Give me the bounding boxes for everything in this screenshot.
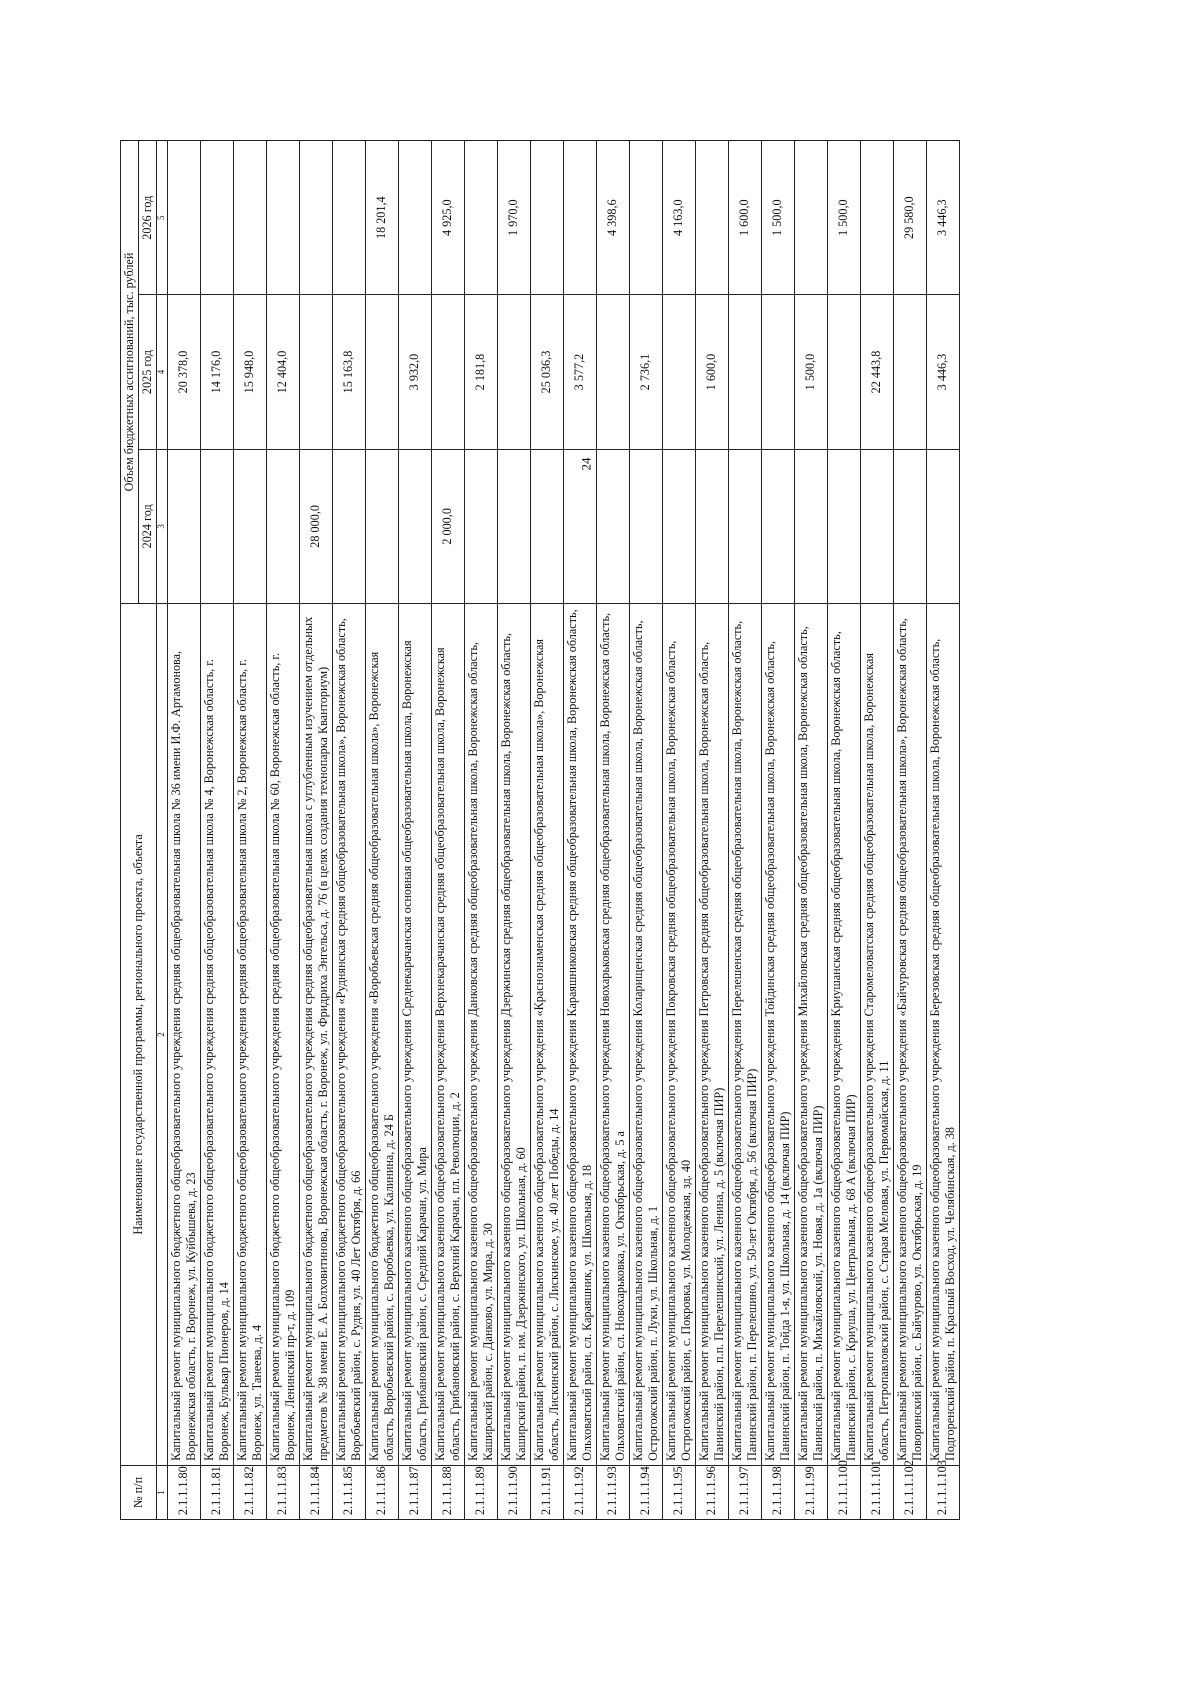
table-row — [662, 141, 695, 1520]
row-value-2026 — [398, 141, 431, 295]
row-value-2025 — [365, 295, 398, 449]
row-number: 2.1.1.1.99 — [794, 1465, 827, 1519]
table-row — [926, 141, 959, 1520]
table-row — [563, 141, 596, 1520]
table-row — [299, 141, 332, 1520]
row-value-2026 — [794, 141, 827, 295]
row-number: 2.1.1.1.83 — [266, 1465, 299, 1519]
row-number: 2.1.1.1.102 — [893, 1465, 926, 1519]
row-value-2025: 15 163,8 — [332, 295, 365, 449]
row-value-2025: 3 932,0 — [398, 295, 431, 449]
row-number: 2.1.1.1.81 — [200, 1465, 233, 1519]
row-value-2026 — [266, 141, 299, 295]
row-value-2026 — [860, 141, 893, 295]
row-object-name: Капитальный ремонт муниципального бюджетного общеобразовательного учреждения средняя общеобразовательная школа № 60, Воронежская область, г. Воронеж, Ленинский пр-т, д. 109 — [266, 604, 299, 1466]
row-value-2024: 2 000,0 — [431, 449, 464, 603]
row-value-2025: 20 378,0 — [167, 295, 200, 449]
row-value-2025 — [827, 295, 860, 449]
row-number: 2.1.1.1.98 — [761, 1465, 794, 1519]
row-value-2024: 28 000,0 — [299, 449, 332, 603]
row-number: 2.1.1.1.86 — [365, 1465, 398, 1519]
table-row — [761, 141, 794, 1520]
table-row — [629, 141, 662, 1520]
row-value-2026 — [629, 141, 662, 295]
row-number: 2.1.1.1.95 — [662, 1465, 695, 1519]
table-row — [233, 141, 266, 1520]
row-object-name: Капитальный ремонт муниципального казенного общеобразовательного учреждения Караяшниковская средняя общеобразовательная школа, Воронежская область, Ольховатский район, сл. Караяшник, ул. Школьная, д. 18 — [563, 604, 596, 1466]
row-number: 2.1.1.1.89 — [464, 1465, 497, 1519]
table-row — [695, 141, 728, 1520]
row-value-2026 — [563, 141, 596, 295]
row-value-2026: 4 925,0 — [431, 141, 464, 295]
row-object-name: Капитальный ремонт муниципального казенного общеобразовательного учреждения Покровская средняя общеобразовательная школа, Воронежская область, Острогожский район, с. Покровка, ул. Молодежная, зд. 40 — [662, 604, 695, 1466]
table-row — [398, 141, 431, 1520]
row-value-2025: 3 446,3 — [926, 295, 959, 449]
row-value-2026: 4 163,0 — [662, 141, 695, 295]
row-value-2024 — [629, 449, 662, 603]
row-value-2024 — [365, 449, 398, 603]
row-value-2025: 1 600,0 — [695, 295, 728, 449]
row-value-2024 — [728, 449, 761, 603]
row-object-name: Капитальный ремонт муниципального казенного общеобразовательного учреждения Тойдинская средняя общеобразовательная школа, Воронежская область, Панинский район, п. Тойда 1-я, ул. Школьная, д. 14 (включая ПИР) — [761, 604, 794, 1466]
row-value-2026 — [695, 141, 728, 295]
row-value-2026: 29 580,0 — [893, 141, 926, 295]
row-object-name: Капитальный ремонт муниципального казенного общеобразовательного учреждения Верхнекарачанская средняя общеобразовательная школа, Воронежская область, Грибановский район, с. Верхний Карачан, пл. Революции, д. 2 — [431, 604, 464, 1466]
row-number: 2.1.1.1.97 — [728, 1465, 761, 1519]
row-value-2024 — [860, 449, 893, 603]
row-value-2024 — [827, 449, 860, 603]
row-object-name: Капитальный ремонт муниципального казенного общеобразовательного учреждения «Байчуровская средняя общеобразовательная школа», Воронежская область, Поворинский район, с. Байчурово, ул. Октябрьская, д. 19 — [893, 604, 926, 1466]
row-value-2025: 15 948,0 — [233, 295, 266, 449]
row-number: 2.1.1.1.103 — [926, 1465, 959, 1519]
row-value-2024 — [167, 449, 200, 603]
row-object-name: Капитальный ремонт муниципального казенного общеобразовательного учреждения Березовская средняя общеобразовательная школа, Воронежская область, Подгоренский район, п. Красный Восход, ул. Челябинская, д. 38 — [926, 604, 959, 1466]
row-value-2025: 2 181,8 — [464, 295, 497, 449]
row-number: 2.1.1.1.100 — [827, 1465, 860, 1519]
row-value-2026 — [332, 141, 365, 295]
header-year-2025: 2025 год — [138, 295, 156, 449]
table-row — [827, 141, 860, 1520]
row-value-2024 — [794, 449, 827, 603]
row-value-2025: 2 736,1 — [629, 295, 662, 449]
table-row — [893, 141, 926, 1520]
row-value-2026: 18 201,4 — [365, 141, 398, 295]
table-row — [728, 141, 761, 1520]
row-value-2025 — [728, 295, 761, 449]
row-value-2024 — [695, 449, 728, 603]
header-index: 1 — [156, 1465, 167, 1519]
row-object-name: Капитальный ремонт муниципального казенного общеобразовательного учреждения Новохарьковская средняя общеобразовательная школа, Воронежская область, Ольховатский район, сл. Новохарьковка, ул. Октябрьская, д. 5 а — [596, 604, 629, 1466]
row-object-name: Капитальный ремонт муниципального казенного общеобразовательного учреждения Дзержинская средняя общеобразовательная школа, Воронежская область, Каширский район, п. им. Дзержинского, ул. Школьная, д. 60 — [497, 604, 530, 1466]
row-object-name: Капитальный ремонт муниципального казенного общеобразовательного учреждения Старомеловатская средняя общеобразовательная школа, Воронежская область, Петропавловский район, с. Старая Меловая, ул. Первомайская, д. 11 — [860, 604, 893, 1466]
header-index: 2 — [156, 604, 167, 1466]
row-value-2024 — [893, 449, 926, 603]
row-number: 2.1.1.1.85 — [332, 1465, 365, 1519]
row-object-name: Капитальный ремонт муниципального казенного общеобразовательного учреждения Перелешенская средняя общеобразовательная школа, Воронежская область, Панинский район, п. Перелешино, ул. 50-лет Октября, д. 56 (включая ПИР) — [728, 604, 761, 1466]
row-value-2026: 1 600,0 — [728, 141, 761, 295]
row-number: 2.1.1.1.91 — [530, 1465, 563, 1519]
row-object-name: Капитальный ремонт муниципального бюджетного общеобразовательного учреждения «Воробьевская средняя общеобразовательная школа», Воронежская область, Воробьевский район, с. Воробьевка, ул. Калинина, д. 24 Б — [365, 604, 398, 1466]
row-object-name: Капитальный ремонт муниципального казенного общеобразовательного учреждения Михайловская средняя общеобразовательная школа, Воронежская область, Панинский район, п. Михайловский, ул. Новая, д. 1а (включая ПИР) — [794, 604, 827, 1466]
row-value-2024 — [233, 449, 266, 603]
row-number: 2.1.1.1.93 — [596, 1465, 629, 1519]
row-value-2025 — [431, 295, 464, 449]
table-row — [464, 141, 497, 1520]
header-name: Наименование государственной программы, регионального проекта, объекта — [121, 604, 157, 1466]
row-value-2026 — [464, 141, 497, 295]
table-row — [200, 141, 233, 1520]
row-value-2026 — [200, 141, 233, 295]
table-row — [860, 141, 893, 1520]
row-number: 2.1.1.1.88 — [431, 1465, 464, 1519]
row-value-2026 — [299, 141, 332, 295]
row-value-2025: 1 500,0 — [794, 295, 827, 449]
row-object-name: Капитальный ремонт муниципального бюджетного общеобразовательного учреждения средняя общеобразовательная школа № 2, Воронежская область, г. Воронеж, ул. Танеева, д. 4 — [233, 604, 266, 1466]
row-number: 2.1.1.1.101 — [860, 1465, 893, 1519]
table-row — [365, 141, 398, 1520]
rotated-page-content — [120, 140, 1050, 1520]
row-value-2025: 25 036,3 — [530, 295, 563, 449]
row-object-name: Капитальный ремонт муниципального казенного общеобразовательного учреждения Среднекарачанская основная общеобразовательная школа, Воронежская область, Грибановский район, с. Средний Карачан, ул. Мира — [398, 604, 431, 1466]
header-budget: Объем бюджетных ассигнований, тыс. рублей — [121, 141, 139, 604]
row-value-2024 — [266, 449, 299, 603]
row-value-2024 — [332, 449, 365, 603]
row-value-2024 — [662, 449, 695, 603]
row-value-2024 — [398, 449, 431, 603]
table-row — [596, 141, 629, 1520]
row-value-2024 — [497, 449, 530, 603]
header-index: 5 — [156, 141, 167, 295]
row-value-2026: 3 446,3 — [926, 141, 959, 295]
row-number: 2.1.1.1.84 — [299, 1465, 332, 1519]
row-value-2025 — [596, 295, 629, 449]
row-value-2026: 1 500,0 — [827, 141, 860, 295]
row-object-name: Капитальный ремонт муниципального казенного общеобразовательного учреждения Петровская средняя общеобразовательная школа, Воронежская область, Панинский район, п.п. Перелешинский, ул. Ленина, д. 5 (включая ПИР) — [695, 604, 728, 1466]
row-object-name: Капитальный ремонт муниципального бюджетного общеобразовательного учреждения средняя общеобразовательная школа № 36 имени И.Ф. Артамонова, Воронежская область, г. Воронеж, ул. Куйбышева, д. 23 — [167, 604, 200, 1466]
header-year-2026: 2026 год — [138, 141, 156, 295]
row-number: 2.1.1.1.90 — [497, 1465, 530, 1519]
row-value-2025: 22 443,8 — [860, 295, 893, 449]
header-num: № п/п — [121, 1465, 157, 1519]
row-value-2026 — [167, 141, 200, 295]
budget-table — [120, 140, 960, 1520]
row-value-2025 — [761, 295, 794, 449]
row-value-2026: 1 970,0 — [497, 141, 530, 295]
row-value-2026 — [233, 141, 266, 295]
row-value-2024 — [464, 449, 497, 603]
row-object-name: Капитальный ремонт муниципального казенного общеобразовательного учреждения Коларищенская средняя общеобразовательная школа, Воронежская область, Острогожский район, п. Луки, ул. Школьная, д. 1 — [629, 604, 662, 1466]
row-value-2024 — [596, 449, 629, 603]
row-value-2025 — [893, 295, 926, 449]
row-object-name: Капитальный ремонт муниципального казенного общеобразовательного учреждения Криушанская средняя общеобразовательная школа, Воронежская область, Панинский район, с. Криуша, ул. Центральная, д. 68 А (включая ПИР) — [827, 604, 860, 1466]
row-value-2025: 14 176,0 — [200, 295, 233, 449]
table-row — [497, 141, 530, 1520]
row-value-2024 — [530, 449, 563, 603]
row-value-2026: 1 500,0 — [761, 141, 794, 295]
row-value-2025: 12 404,0 — [266, 295, 299, 449]
row-object-name: Капитальный ремонт муниципального бюджетного общеобразовательного учреждения средняя общеобразовательная школа с углубленным изучением отдельных предметов № 38 имени Е. А. Болховитинова, Воронежская область, г. Воронеж, ул. Фридриха Энгельса, д. 76 (в целях создания технопарка Кванториум) — [299, 604, 332, 1466]
table-row — [266, 141, 299, 1520]
table-row — [530, 141, 563, 1520]
row-value-2024 — [926, 449, 959, 603]
header-year-2024: 2024 год — [138, 449, 156, 603]
row-value-2026 — [530, 141, 563, 295]
row-object-name: Капитальный ремонт муниципального бюджетного общеобразовательного учреждения средняя общеобразовательная школа № 4, Воронежская область, г. Воронеж, Бульвар Пионеров, д. 14 — [200, 604, 233, 1466]
row-value-2025: 3 577,2 — [563, 295, 596, 449]
row-object-name: Капитальный ремонт муниципального бюджетного общеобразовательного учреждения «Руднянская средняя общеобразовательная школа», Воронежская область, Воробьевский район, с. Рудня, ул. 40 Лет Октября, д. 66 — [332, 604, 365, 1466]
table-row — [431, 141, 464, 1520]
page-number: 24 — [578, 457, 594, 471]
row-number: 2.1.1.1.80 — [167, 1465, 200, 1519]
row-value-2024 — [200, 449, 233, 603]
row-value-2025 — [662, 295, 695, 449]
row-number: 2.1.1.1.87 — [398, 1465, 431, 1519]
header-index: 3 — [156, 449, 167, 603]
table-row — [332, 141, 365, 1520]
header-index: 4 — [156, 295, 167, 449]
row-number: 2.1.1.1.92 — [563, 1465, 596, 1519]
row-object-name: Капитальный ремонт муниципального казенного общеобразовательного учреждения Данковская средняя общеобразовательная школа, Воронежская область, Каширский район, с. Данково, ул. Мира, д. 30 — [464, 604, 497, 1466]
row-value-2025 — [299, 295, 332, 449]
row-number: 2.1.1.1.94 — [629, 1465, 662, 1519]
row-value-2024 — [563, 449, 596, 603]
row-value-2024 — [761, 449, 794, 603]
table-row — [167, 141, 200, 1520]
table-row — [794, 141, 827, 1520]
row-value-2025 — [497, 295, 530, 449]
row-value-2026: 4 398,6 — [596, 141, 629, 295]
row-number: 2.1.1.1.82 — [233, 1465, 266, 1519]
row-number: 2.1.1.1.96 — [695, 1465, 728, 1519]
row-object-name: Капитальный ремонт муниципального казенного общеобразовательного учреждения «Краснознаменская средняя общеобразовательная школа», Воронежская область, Лискинский район, с. Лискинское, ул. 40 лет Победы, д. 14 — [530, 604, 563, 1466]
